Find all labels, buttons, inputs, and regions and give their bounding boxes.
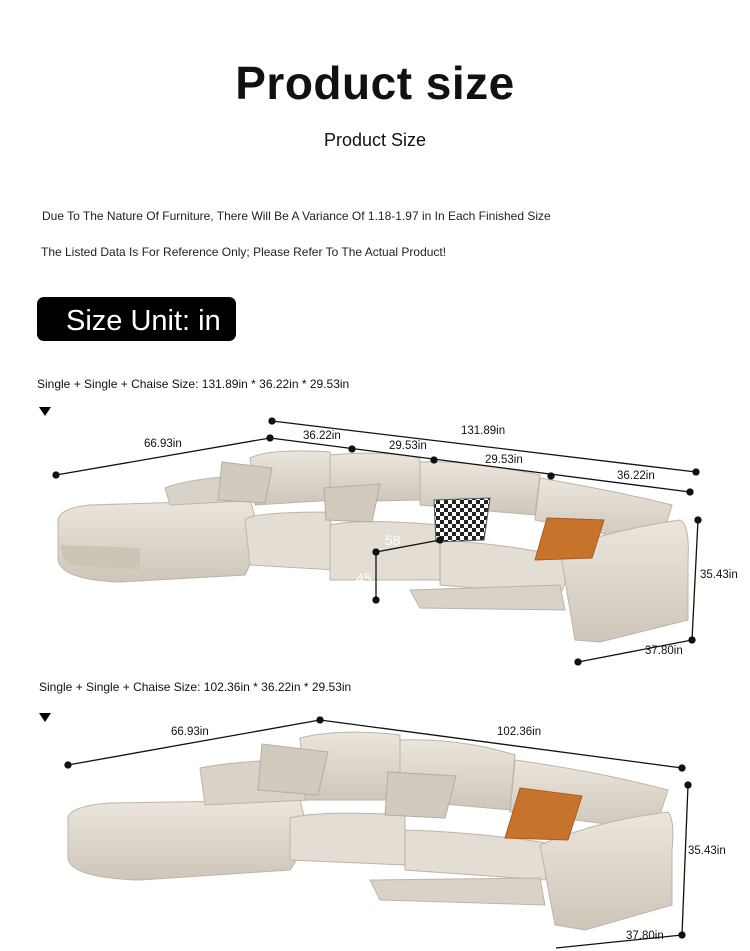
- dim-chaise-length: 66.93in: [171, 726, 209, 738]
- seat-height-mark: 45: [356, 570, 372, 586]
- dim-seat-b: 29.53in: [389, 440, 427, 452]
- config-1-label: Single + Single + Chaise Size: 131.89in * 36.22in * 29.53in: [37, 377, 350, 391]
- config-2-label: Single + Single + Chaise Size: 102.36in * 36.22in * 29.53in: [39, 680, 352, 694]
- dim-total-length: 131.89in: [461, 425, 506, 437]
- dim-seat-c: 29.53in: [485, 454, 523, 466]
- variance-note: Due To The Nature Of Furniture, There Will Be A Variance Of 1.18-1.97 in In Each Finished Size: [42, 209, 551, 223]
- back-height-mark: 58: [385, 532, 401, 548]
- dim-height: 35.43in: [700, 569, 738, 581]
- dim-chaise-length: 66.93in: [144, 438, 182, 450]
- page-title: Product size: [235, 57, 515, 109]
- dim-total-length: 102.36in: [497, 726, 542, 738]
- reference-note: The Listed Data Is For Reference Only; Please Refer To The Actual Product!: [41, 245, 447, 259]
- sofa-diagram-1: [0, 410, 750, 680]
- page-subtitle: Product Size: [323, 130, 427, 150]
- size-unit-badge: Size Unit: in: [37, 297, 236, 341]
- dim-seat-a: 36.22in: [303, 430, 341, 442]
- dim-seat-d: 36.22in: [617, 470, 655, 482]
- dim-depth: 37.80in: [645, 645, 683, 657]
- dim-depth: 37.80in: [626, 930, 664, 942]
- dim-height: 35.43in: [688, 845, 726, 857]
- sofa-diagram-2: [0, 715, 750, 951]
